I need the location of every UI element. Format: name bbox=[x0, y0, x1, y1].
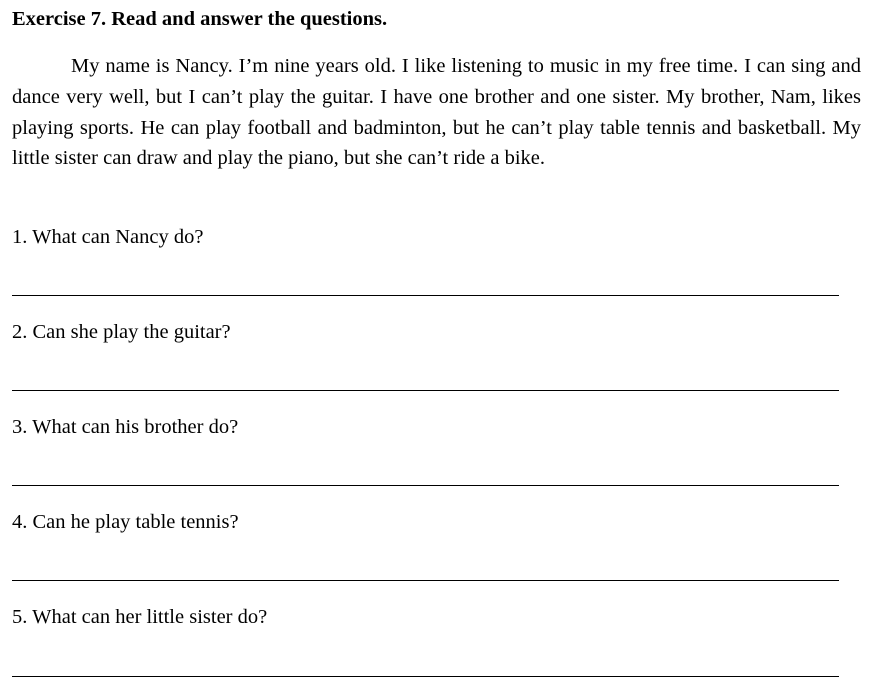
answer-line-4[interactable] bbox=[12, 580, 839, 581]
question-1: 1. What can Nancy do? bbox=[12, 226, 204, 248]
answer-line-1[interactable] bbox=[12, 295, 839, 296]
question-4: 4. Can he play table tennis? bbox=[12, 511, 239, 533]
exercise-title: Exercise 7. Read and answer the questions. bbox=[12, 8, 388, 30]
question-2: 2. Can she play the guitar? bbox=[12, 321, 231, 343]
reading-passage: My name is Nancy. I’m nine years old. I like listening to music in my free time. I can sing and dance very well, but I can’t play the guitar. I have one brother and one sister. My brother, Nam, likes playing sports. He can play football and badminton, but he can’t play table tennis and basketball. My little sister can draw and play the piano, but she can’t ride a bike. bbox=[12, 55, 861, 170]
question-3: 3. What can his brother do? bbox=[12, 416, 239, 438]
answer-line-2[interactable] bbox=[12, 390, 839, 391]
answer-line-3[interactable] bbox=[12, 485, 839, 486]
answer-line-5[interactable] bbox=[12, 676, 839, 677]
question-5: 5. What can her little sister do? bbox=[12, 606, 268, 628]
